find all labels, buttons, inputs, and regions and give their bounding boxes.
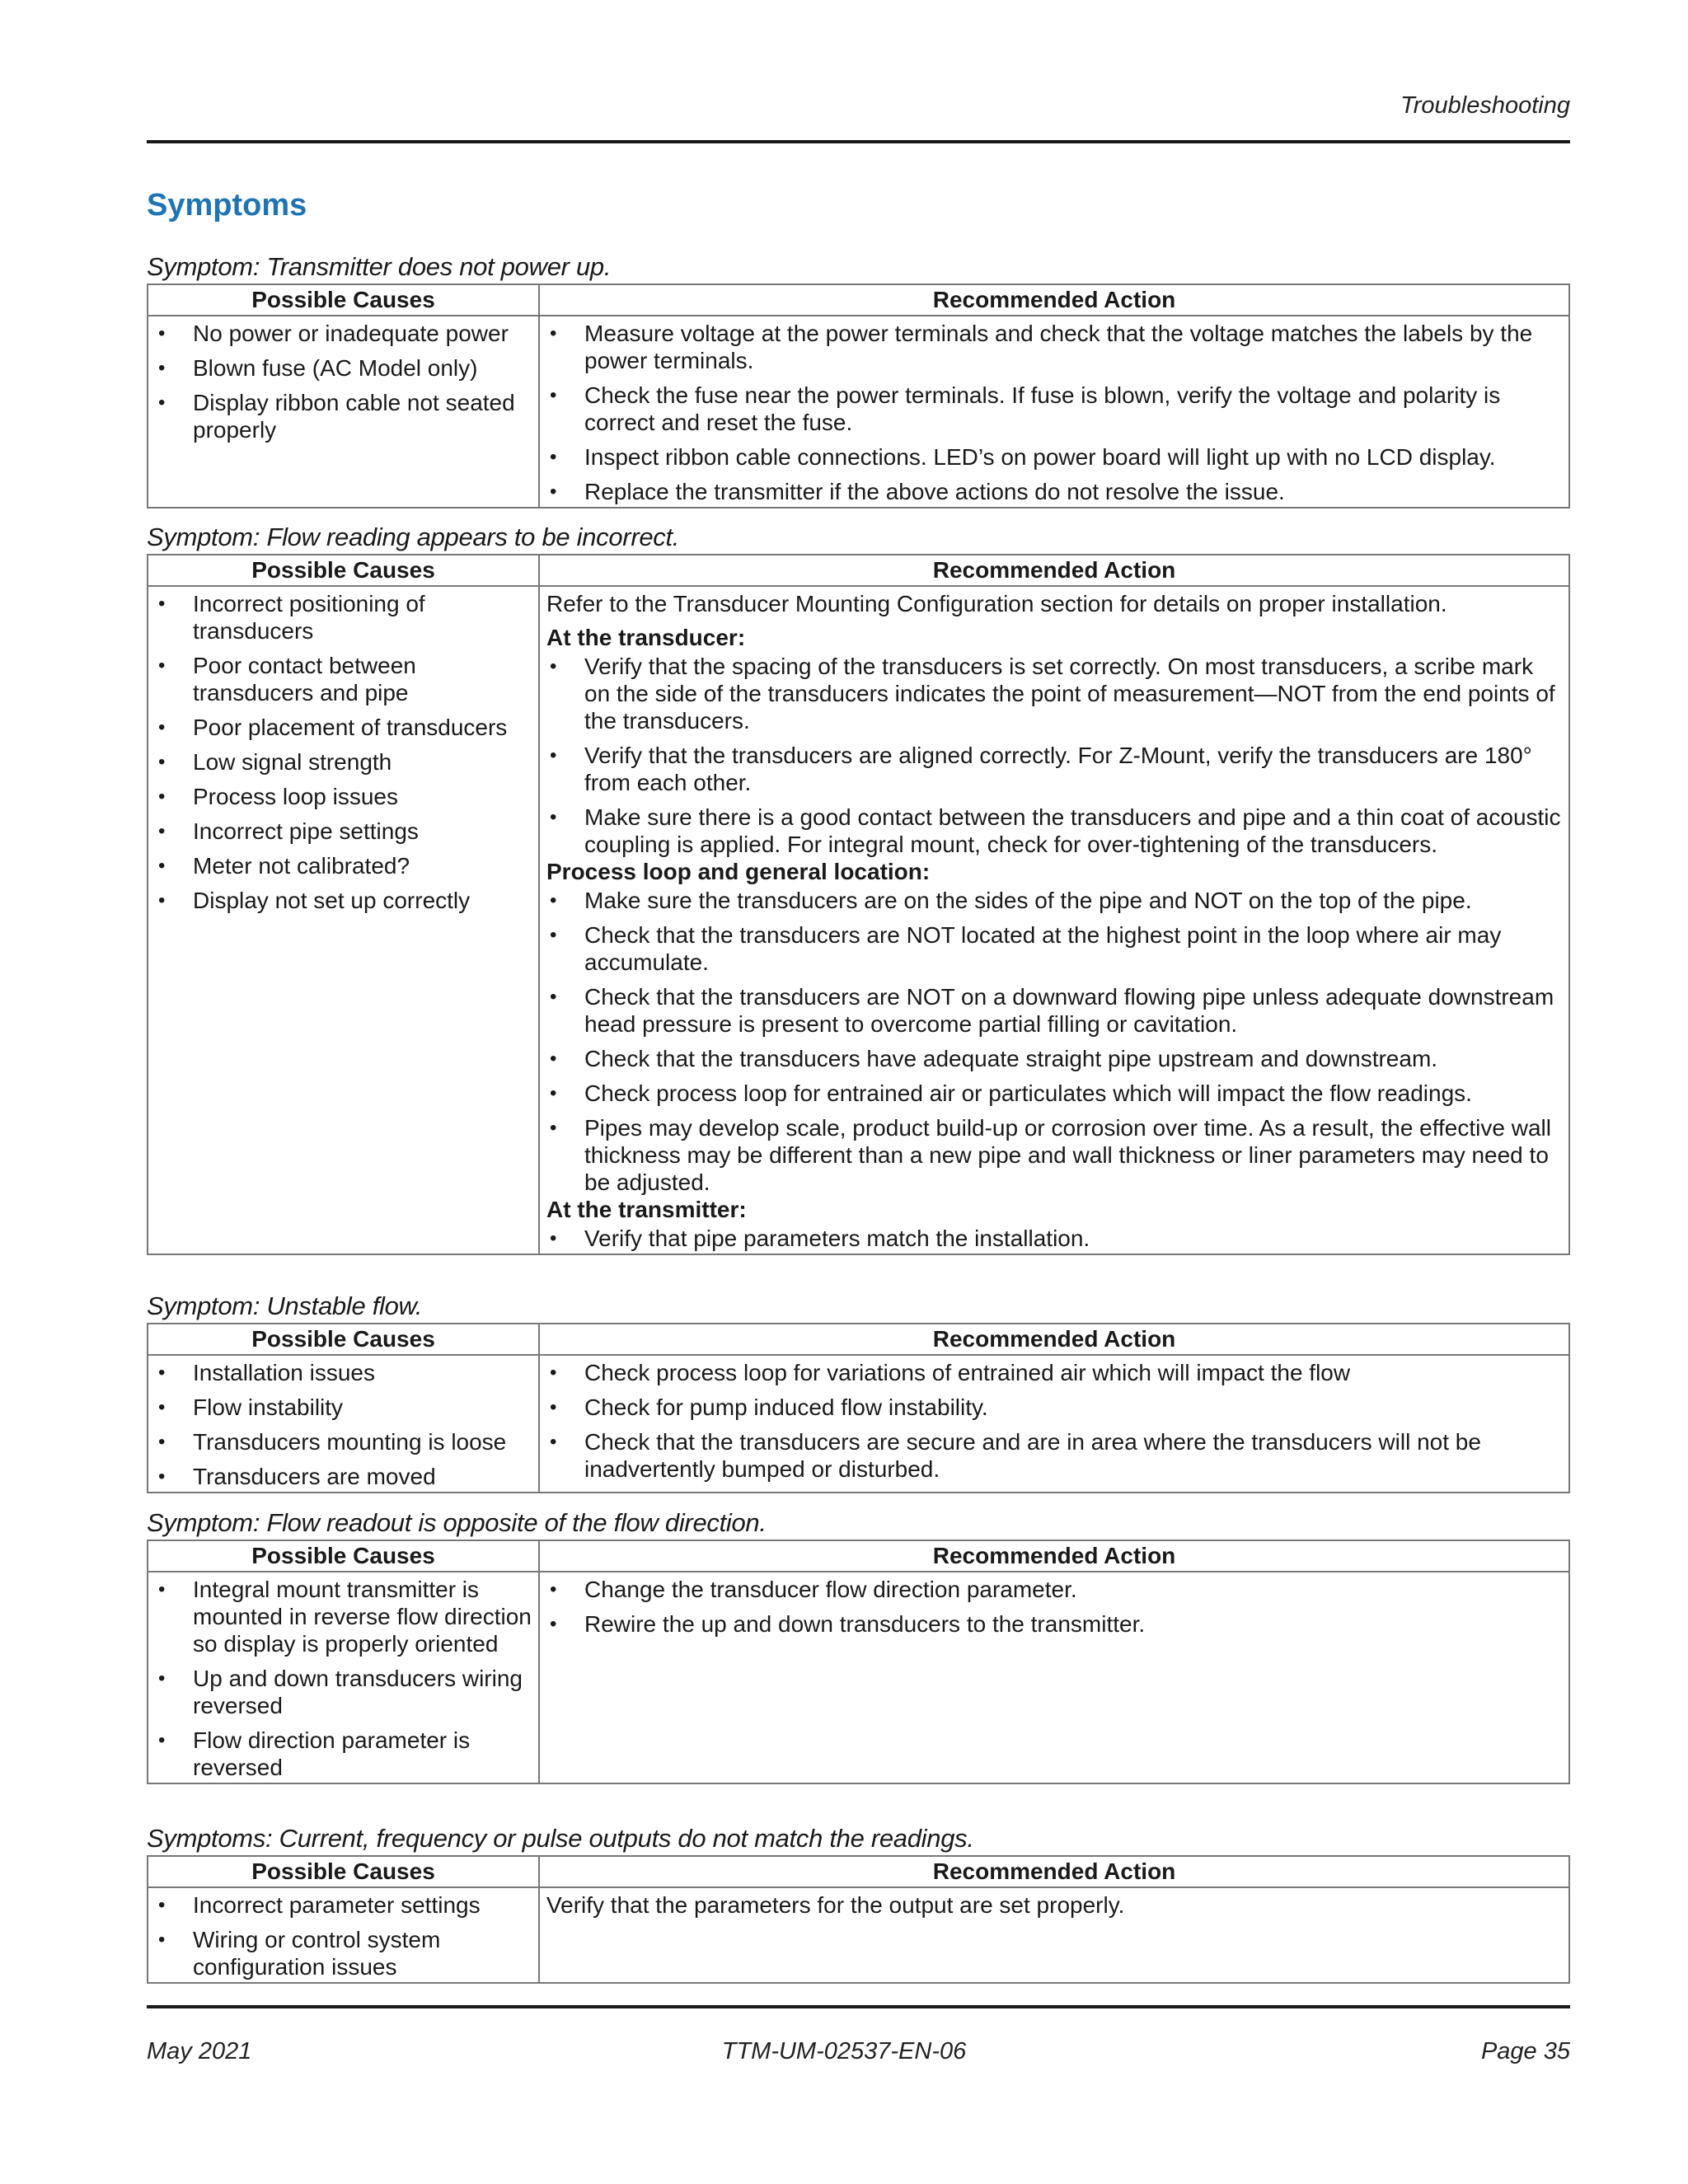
causes-cell (148, 1887, 539, 1983)
symptom-title: Symptom: Unstable flow. (147, 1291, 423, 1320)
cause-item: • Up and down transducers wiring reversed (155, 1665, 533, 1719)
action-item: • Verify that pipe parameters match the installation. (546, 1225, 1564, 1252)
actions-cell (539, 1887, 1569, 1983)
cause-item: • Flow direction parameter is reversed (155, 1727, 533, 1781)
action-subheading: At the transmitter: (546, 1197, 747, 1222)
action-item: • Rewire the up and down transducers to the transmitter. (546, 1610, 1564, 1638)
footer-rule (147, 2005, 1570, 2008)
action-header: Recommended Action (539, 1324, 1569, 1355)
cause-item: • Incorrect pipe settings (155, 818, 533, 845)
action-header: Recommended Action (539, 1540, 1569, 1572)
cause-item: • Integral mount transmitter is mounted in reverse flow direction so display is properly oriented (155, 1576, 533, 1657)
action-item: • Check the fuse near the power terminals. If fuse is blown, verify the voltage and polarity is correct and reset the fuse. (546, 382, 1564, 436)
symptom-table (147, 1540, 1570, 1784)
cause-item: • Incorrect positioning of transducers (155, 590, 533, 644)
action-item: • Check that the transducers are secure and are in area where the transducers will not be inadvertently bumped or disturbed. (546, 1428, 1564, 1483)
symptom-table (147, 1855, 1570, 1984)
causes-header: Possible Causes (148, 284, 539, 316)
action-item: • Verify that the spacing of the transducers is set correctly. On most transducers, a scribe mark on the side of the transducers indicates the point of measurement—NOT from the end points of the transducers. (546, 653, 1564, 734)
action-item: • Replace the transmitter if the above actions do not resolve the issue. (546, 478, 1564, 505)
symptom-title: Symptom: Flow readout is opposite of the flow direction. (147, 1508, 767, 1537)
action-subheading: At the transducer: (546, 625, 746, 650)
footer-doc-id: TTM-UM-02537-EN-06 (721, 2038, 967, 2064)
action-item: • Make sure there is a good contact between the transducers and pipe and a thin coat of acoustic coupling is applied. For integral mount, check for over-tightening of the transducers. (546, 804, 1564, 858)
header-rule (147, 140, 1570, 143)
cause-item: • Transducers mounting is loose (155, 1428, 533, 1455)
cause-item: • Flow instability (155, 1394, 533, 1421)
action-item: • Pipes may develop scale, product build-up or corrosion over time. As a result, the effective wall thickness may be different than a new pipe and wall thickness or liner parameters may need to be adjusted. (546, 1114, 1564, 1196)
action-item: • Measure voltage at the power terminals and check that the voltage matches the labels by the power terminals. (546, 320, 1564, 374)
symptom-block-unstable-flow (147, 1291, 1570, 1493)
running-header: Troubleshooting (1400, 92, 1570, 119)
action-item: • Check that the transducers are NOT located at the highest point in the loop where air may accumulate. (546, 921, 1564, 976)
cause-item: • No power or inadequate power (155, 320, 533, 347)
action-item: • Check that the transducers are NOT on a downward flowing pipe unless adequate downstream head pressure is present to overcome partial filling or cavitation. (546, 983, 1564, 1038)
causes-header: Possible Causes (148, 1856, 539, 1887)
cause-item: • Transducers are moved (155, 1463, 533, 1490)
actions-cell (539, 1572, 1569, 1783)
cause-item: • Meter not calibrated? (155, 852, 533, 879)
actions-cell (539, 586, 1569, 1254)
action-item: • Check process loop for entrained air or particulates which will impact the flow readings. (546, 1080, 1564, 1107)
causes-cell (148, 1355, 539, 1493)
causes-header: Possible Causes (148, 1540, 539, 1572)
cause-item: • Display ribbon cable not seated properly (155, 389, 533, 443)
action-item: • Check process loop for variations of entrained air which will impact the flow (546, 1359, 1564, 1386)
actions-cell (539, 316, 1569, 508)
footer-date: May 2021 (147, 2038, 252, 2064)
action-intro: Verify that the parameters for the output are set properly. (546, 1892, 1125, 1918)
cause-item: • Installation issues (155, 1359, 533, 1386)
action-subheading: Process loop and general location: (546, 859, 931, 884)
causes-header: Possible Causes (148, 555, 539, 586)
action-header: Recommended Action (539, 284, 1569, 316)
section-title: Symptoms (147, 188, 307, 223)
causes-cell (148, 1572, 539, 1783)
action-item: • Make sure the transducers are on the sides of the pipe and NOT on the top of the pipe. (546, 887, 1564, 914)
cause-item: • Low signal strength (155, 748, 533, 776)
cause-item: • Process loop issues (155, 783, 533, 810)
cause-item: • Blown fuse (AC Model only) (155, 354, 533, 382)
cause-item: • Poor contact between transducers and pipe (155, 652, 533, 706)
action-item: • Check for pump induced flow instability. (546, 1394, 1564, 1421)
symptom-table (147, 284, 1570, 509)
action-item: • Inspect ribbon cable connections. LED’s on power board will light up with no LCD display. (546, 443, 1564, 471)
symptom-table (147, 1323, 1570, 1493)
footer-page-number: Page 35 (1480, 2038, 1570, 2064)
action-header: Recommended Action (539, 1856, 1569, 1887)
action-header: Recommended Action (539, 555, 1569, 586)
symptom-block-flow-reading (147, 523, 1570, 1255)
causes-cell (148, 586, 539, 1254)
symptom-block-outputs (147, 1824, 1570, 1984)
causes-header: Possible Causes (148, 1324, 539, 1355)
cause-item: • Poor placement of transducers (155, 714, 533, 741)
symptom-title: Symptoms: Current, frequency or pulse outputs do not match the readings. (147, 1824, 974, 1853)
actions-cell (539, 1355, 1569, 1493)
action-intro: Refer to the Transducer Mounting Configuration section for details on proper installation. (546, 591, 1447, 616)
cause-item: • Display not set up correctly (155, 887, 533, 914)
symptom-block-flow-direction (147, 1508, 1570, 1784)
action-item: • Check that the transducers have adequate straight pipe upstream and downstream. (546, 1045, 1564, 1072)
action-item: • Verify that the transducers are aligned correctly. For Z-Mount, verify the transducers are 180° from each other. (546, 742, 1564, 796)
cause-item: • Incorrect parameter settings (155, 1891, 533, 1919)
action-item: • Change the transducer flow direction parameter. (546, 1576, 1564, 1603)
symptom-table (147, 554, 1570, 1255)
causes-cell (148, 316, 539, 508)
symptom-title: Symptom: Transmitter does not power up. (147, 252, 612, 281)
symptom-title: Symptom: Flow reading appears to be incorrect. (147, 523, 680, 551)
symptom-block-power (147, 252, 1570, 509)
cause-item: • Wiring or control system configuration issues (155, 1926, 533, 1980)
